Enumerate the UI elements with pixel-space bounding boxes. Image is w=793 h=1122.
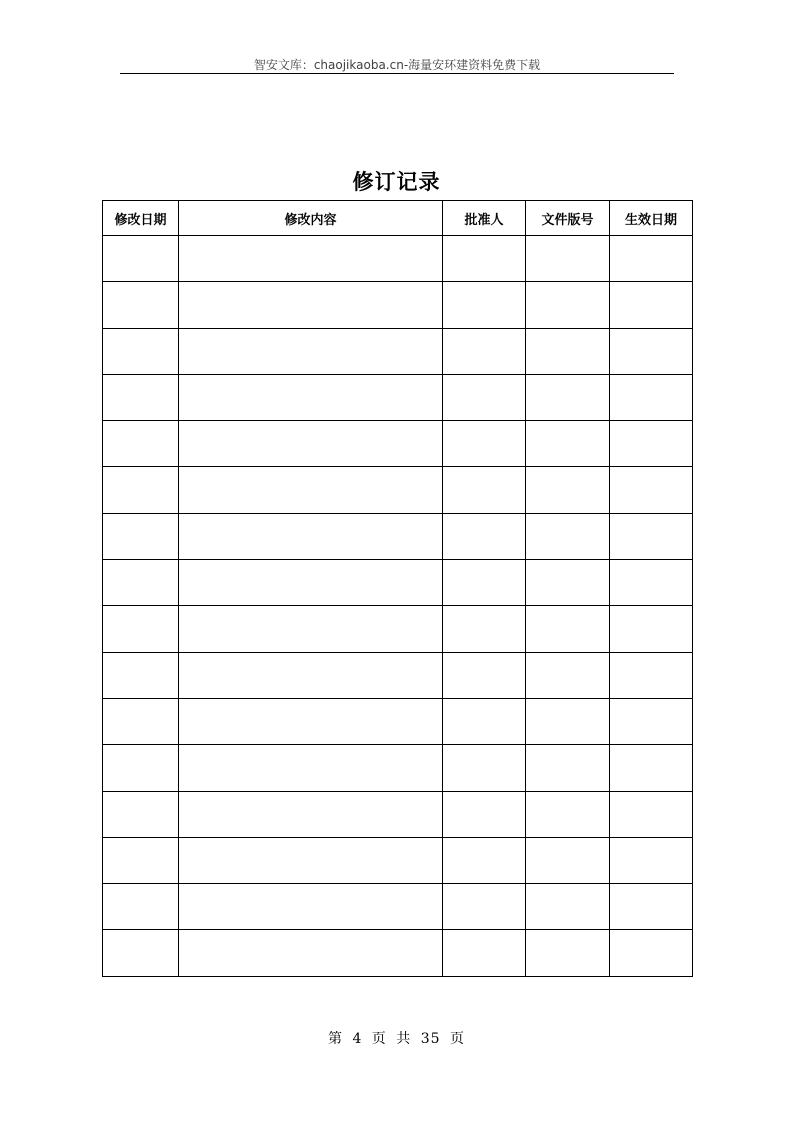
- table-header-row: [103, 201, 693, 236]
- cell-file-version: [526, 467, 610, 513]
- table-row: [103, 606, 693, 652]
- column-header-effective-date: 生效日期: [610, 201, 693, 236]
- cell-effective-date: [610, 745, 693, 791]
- column-header-approver: 批准人: [443, 201, 526, 236]
- cell-file-version: [526, 560, 610, 606]
- table-row: [103, 652, 693, 698]
- cell-modify-date: [103, 467, 179, 513]
- table-row: [103, 884, 693, 930]
- cell-modify-date: [103, 328, 179, 374]
- cell-modify-date: [103, 513, 179, 559]
- table-row: [103, 328, 693, 374]
- table-row: [103, 930, 693, 976]
- cell-file-version: [526, 282, 610, 328]
- cell-file-version: [526, 421, 610, 467]
- revision-table: [102, 200, 693, 977]
- table-row: [103, 698, 693, 744]
- cell-modify-date: [103, 652, 179, 698]
- cell-approver: [443, 930, 526, 976]
- cell-file-version: [526, 791, 610, 837]
- cell-approver: [443, 791, 526, 837]
- cell-modify-content: [179, 467, 443, 513]
- cell-modify-date: [103, 884, 179, 930]
- cell-effective-date: [610, 884, 693, 930]
- cell-modify-content: [179, 698, 443, 744]
- cell-modify-content: [179, 421, 443, 467]
- revision-table-body: [103, 236, 693, 977]
- cell-effective-date: [610, 698, 693, 744]
- cell-modify-date: [103, 560, 179, 606]
- cell-modify-content: [179, 328, 443, 374]
- table-row: [103, 374, 693, 420]
- cell-approver: [443, 837, 526, 883]
- column-header-file-version: 文件版号: [526, 201, 610, 236]
- cell-modify-date: [103, 606, 179, 652]
- cell-modify-content: [179, 791, 443, 837]
- page-number: 第 4 页 共 35 页: [328, 1031, 465, 1047]
- cell-modify-content: [179, 282, 443, 328]
- cell-file-version: [526, 837, 610, 883]
- table-row: [103, 791, 693, 837]
- cell-modify-date: [103, 791, 179, 837]
- cell-modify-date: [103, 282, 179, 328]
- cell-modify-content: [179, 513, 443, 559]
- cell-modify-content: [179, 745, 443, 791]
- cell-effective-date: [610, 374, 693, 420]
- cell-approver: [443, 282, 526, 328]
- cell-modify-content: [179, 560, 443, 606]
- cell-effective-date: [610, 282, 693, 328]
- column-header-modify-date: 修改日期: [103, 201, 179, 236]
- cell-modify-date: [103, 236, 179, 282]
- cell-approver: [443, 606, 526, 652]
- cell-effective-date: [610, 791, 693, 837]
- cell-effective-date: [610, 467, 693, 513]
- cell-approver: [443, 560, 526, 606]
- cell-approver: [443, 698, 526, 744]
- cell-approver: [443, 374, 526, 420]
- table-row: [103, 745, 693, 791]
- table-row: [103, 421, 693, 467]
- cell-approver: [443, 745, 526, 791]
- cell-modify-date: [103, 374, 179, 420]
- cell-modify-content: [179, 236, 443, 282]
- table-row: [103, 236, 693, 282]
- table-row: [103, 513, 693, 559]
- header-divider: [120, 73, 674, 74]
- cell-approver: [443, 652, 526, 698]
- cell-modify-content: [179, 837, 443, 883]
- cell-file-version: [526, 513, 610, 559]
- cell-effective-date: [610, 837, 693, 883]
- table-row: [103, 560, 693, 606]
- cell-effective-date: [610, 560, 693, 606]
- cell-approver: [443, 328, 526, 374]
- cell-file-version: [526, 745, 610, 791]
- cell-modify-date: [103, 837, 179, 883]
- cell-file-version: [526, 328, 610, 374]
- table-row: [103, 837, 693, 883]
- cell-effective-date: [610, 652, 693, 698]
- cell-file-version: [526, 606, 610, 652]
- cell-effective-date: [610, 236, 693, 282]
- table-row: [103, 282, 693, 328]
- cell-file-version: [526, 698, 610, 744]
- table-row: [103, 467, 693, 513]
- cell-effective-date: [610, 930, 693, 976]
- cell-modify-date: [103, 930, 179, 976]
- cell-approver: [443, 513, 526, 559]
- cell-modify-date: [103, 421, 179, 467]
- cell-modify-content: [179, 884, 443, 930]
- cell-modify-date: [103, 698, 179, 744]
- cell-modify-content: [179, 374, 443, 420]
- page-title: 修订记录: [352, 170, 441, 194]
- page-header: 智安文库：chaojikaoba.cn-海量安环建资料免费下载: [253, 58, 541, 72]
- column-header-modify-content: 修改内容: [179, 201, 443, 236]
- cell-modify-content: [179, 930, 443, 976]
- cell-effective-date: [610, 421, 693, 467]
- cell-effective-date: [610, 606, 693, 652]
- cell-modify-content: [179, 606, 443, 652]
- cell-approver: [443, 421, 526, 467]
- cell-effective-date: [610, 328, 693, 374]
- cell-approver: [443, 467, 526, 513]
- cell-file-version: [526, 884, 610, 930]
- cell-approver: [443, 884, 526, 930]
- cell-approver: [443, 236, 526, 282]
- cell-effective-date: [610, 513, 693, 559]
- cell-file-version: [526, 374, 610, 420]
- cell-file-version: [526, 236, 610, 282]
- cell-file-version: [526, 930, 610, 976]
- cell-modify-date: [103, 745, 179, 791]
- cell-file-version: [526, 652, 610, 698]
- cell-modify-content: [179, 652, 443, 698]
